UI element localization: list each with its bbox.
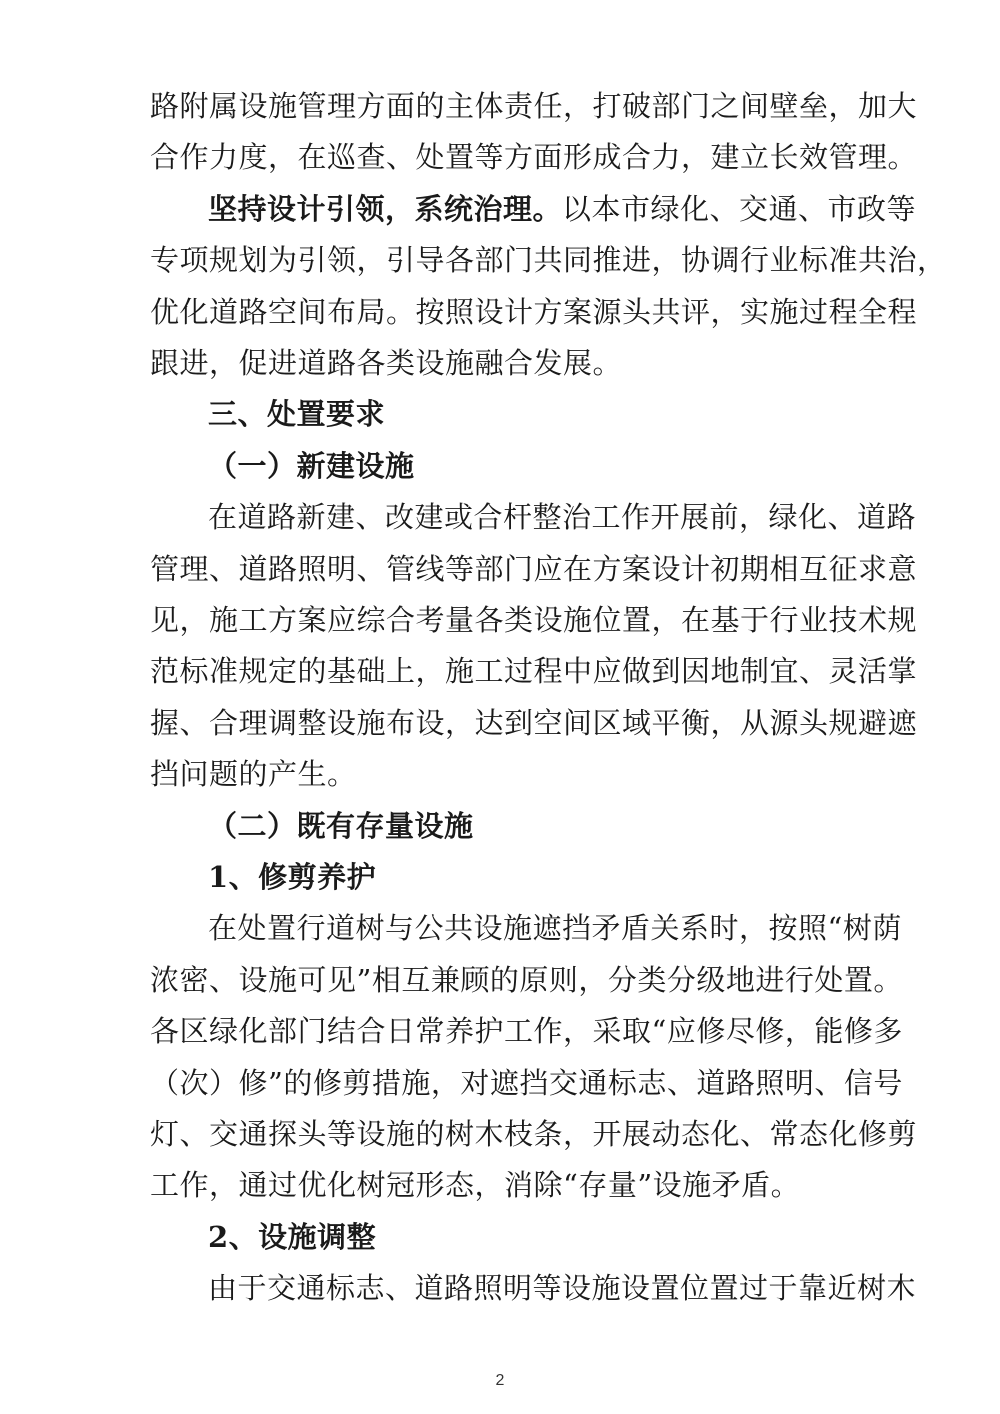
section-heading: 三、处置要求 <box>208 397 386 432</box>
body-text-line: 优化道路空间布局。按照设计方案源头共评，实施过程全程 <box>150 294 918 329</box>
numbered-heading: 2、设施调整 <box>208 1219 377 1254</box>
body-text-line: 专项规划为引领，引导各部门共同推进，协调行业标准共治， <box>150 243 947 278</box>
body-text-line: 灯、交通探头等设施的树木枝条，开展动态化、常态化修剪 <box>150 1117 918 1151</box>
body-text-line: 各区绿化部门结合日常养护工作，采取“应修尽修，能修多 <box>150 1014 903 1049</box>
body-text-line: 跟进，促进道路各类设施融合发展。 <box>150 346 623 380</box>
body-text-line: 合作力度，在巡查、处置等方面形成合力，建立长效管理。 <box>150 140 918 175</box>
subsection-heading: （一）新建设施 <box>208 448 415 483</box>
body-text-line: （次）修”的修剪措施，对遮挡交通标志、道路照明、信号 <box>150 1065 903 1100</box>
body-text-span: 以本市绿化、交通、市政等 <box>562 191 917 226</box>
body-text-line: 工作，通过优化树冠形态，消除“存量”设施矛盾。 <box>150 1168 801 1203</box>
body-text-line: 见，施工方案应综合考量各类设施位置，在基于行业技术规 <box>150 603 918 637</box>
numbered-heading: 1、修剪养护 <box>208 860 377 894</box>
body-text-line: 在道路新建、改建或合杆整治工作开展前，绿化、道路 <box>208 500 917 535</box>
page-number: 2 <box>495 1372 505 1389</box>
subsection-heading: （二）既有存量设施 <box>208 808 474 843</box>
body-text-line: 在处置行道树与公共设施遮挡矛盾关系时，按照“树荫 <box>208 911 902 946</box>
body-text-line: 挡问题的产生。 <box>150 757 357 792</box>
body-text-line: 路附属设施管理方面的主体责任，打破部门之间壁垒，加大 <box>150 89 918 123</box>
body-text-line: 握、合理调整设施布设，达到空间区域平衡，从源头规避遮 <box>150 705 918 740</box>
body-text-line: 浓密、设施可见”相互兼顾的原则，分类分级地进行处置。 <box>150 962 903 997</box>
body-text-line: 由于交通标志、道路照明等设施设置位置过于靠近树木 <box>208 1271 917 1306</box>
body-text-line: 管理、道路照明、管线等部门应在方案设计初期相互征求意 <box>150 551 918 586</box>
body-text-line: 范标准规定的基础上，施工过程中应做到因地制宜、灵活掌 <box>150 654 918 689</box>
bold-lead-text: 坚持设计引领，系统治理。 <box>208 191 563 226</box>
paragraph-line-with-bold-lead <box>150 189 917 229</box>
